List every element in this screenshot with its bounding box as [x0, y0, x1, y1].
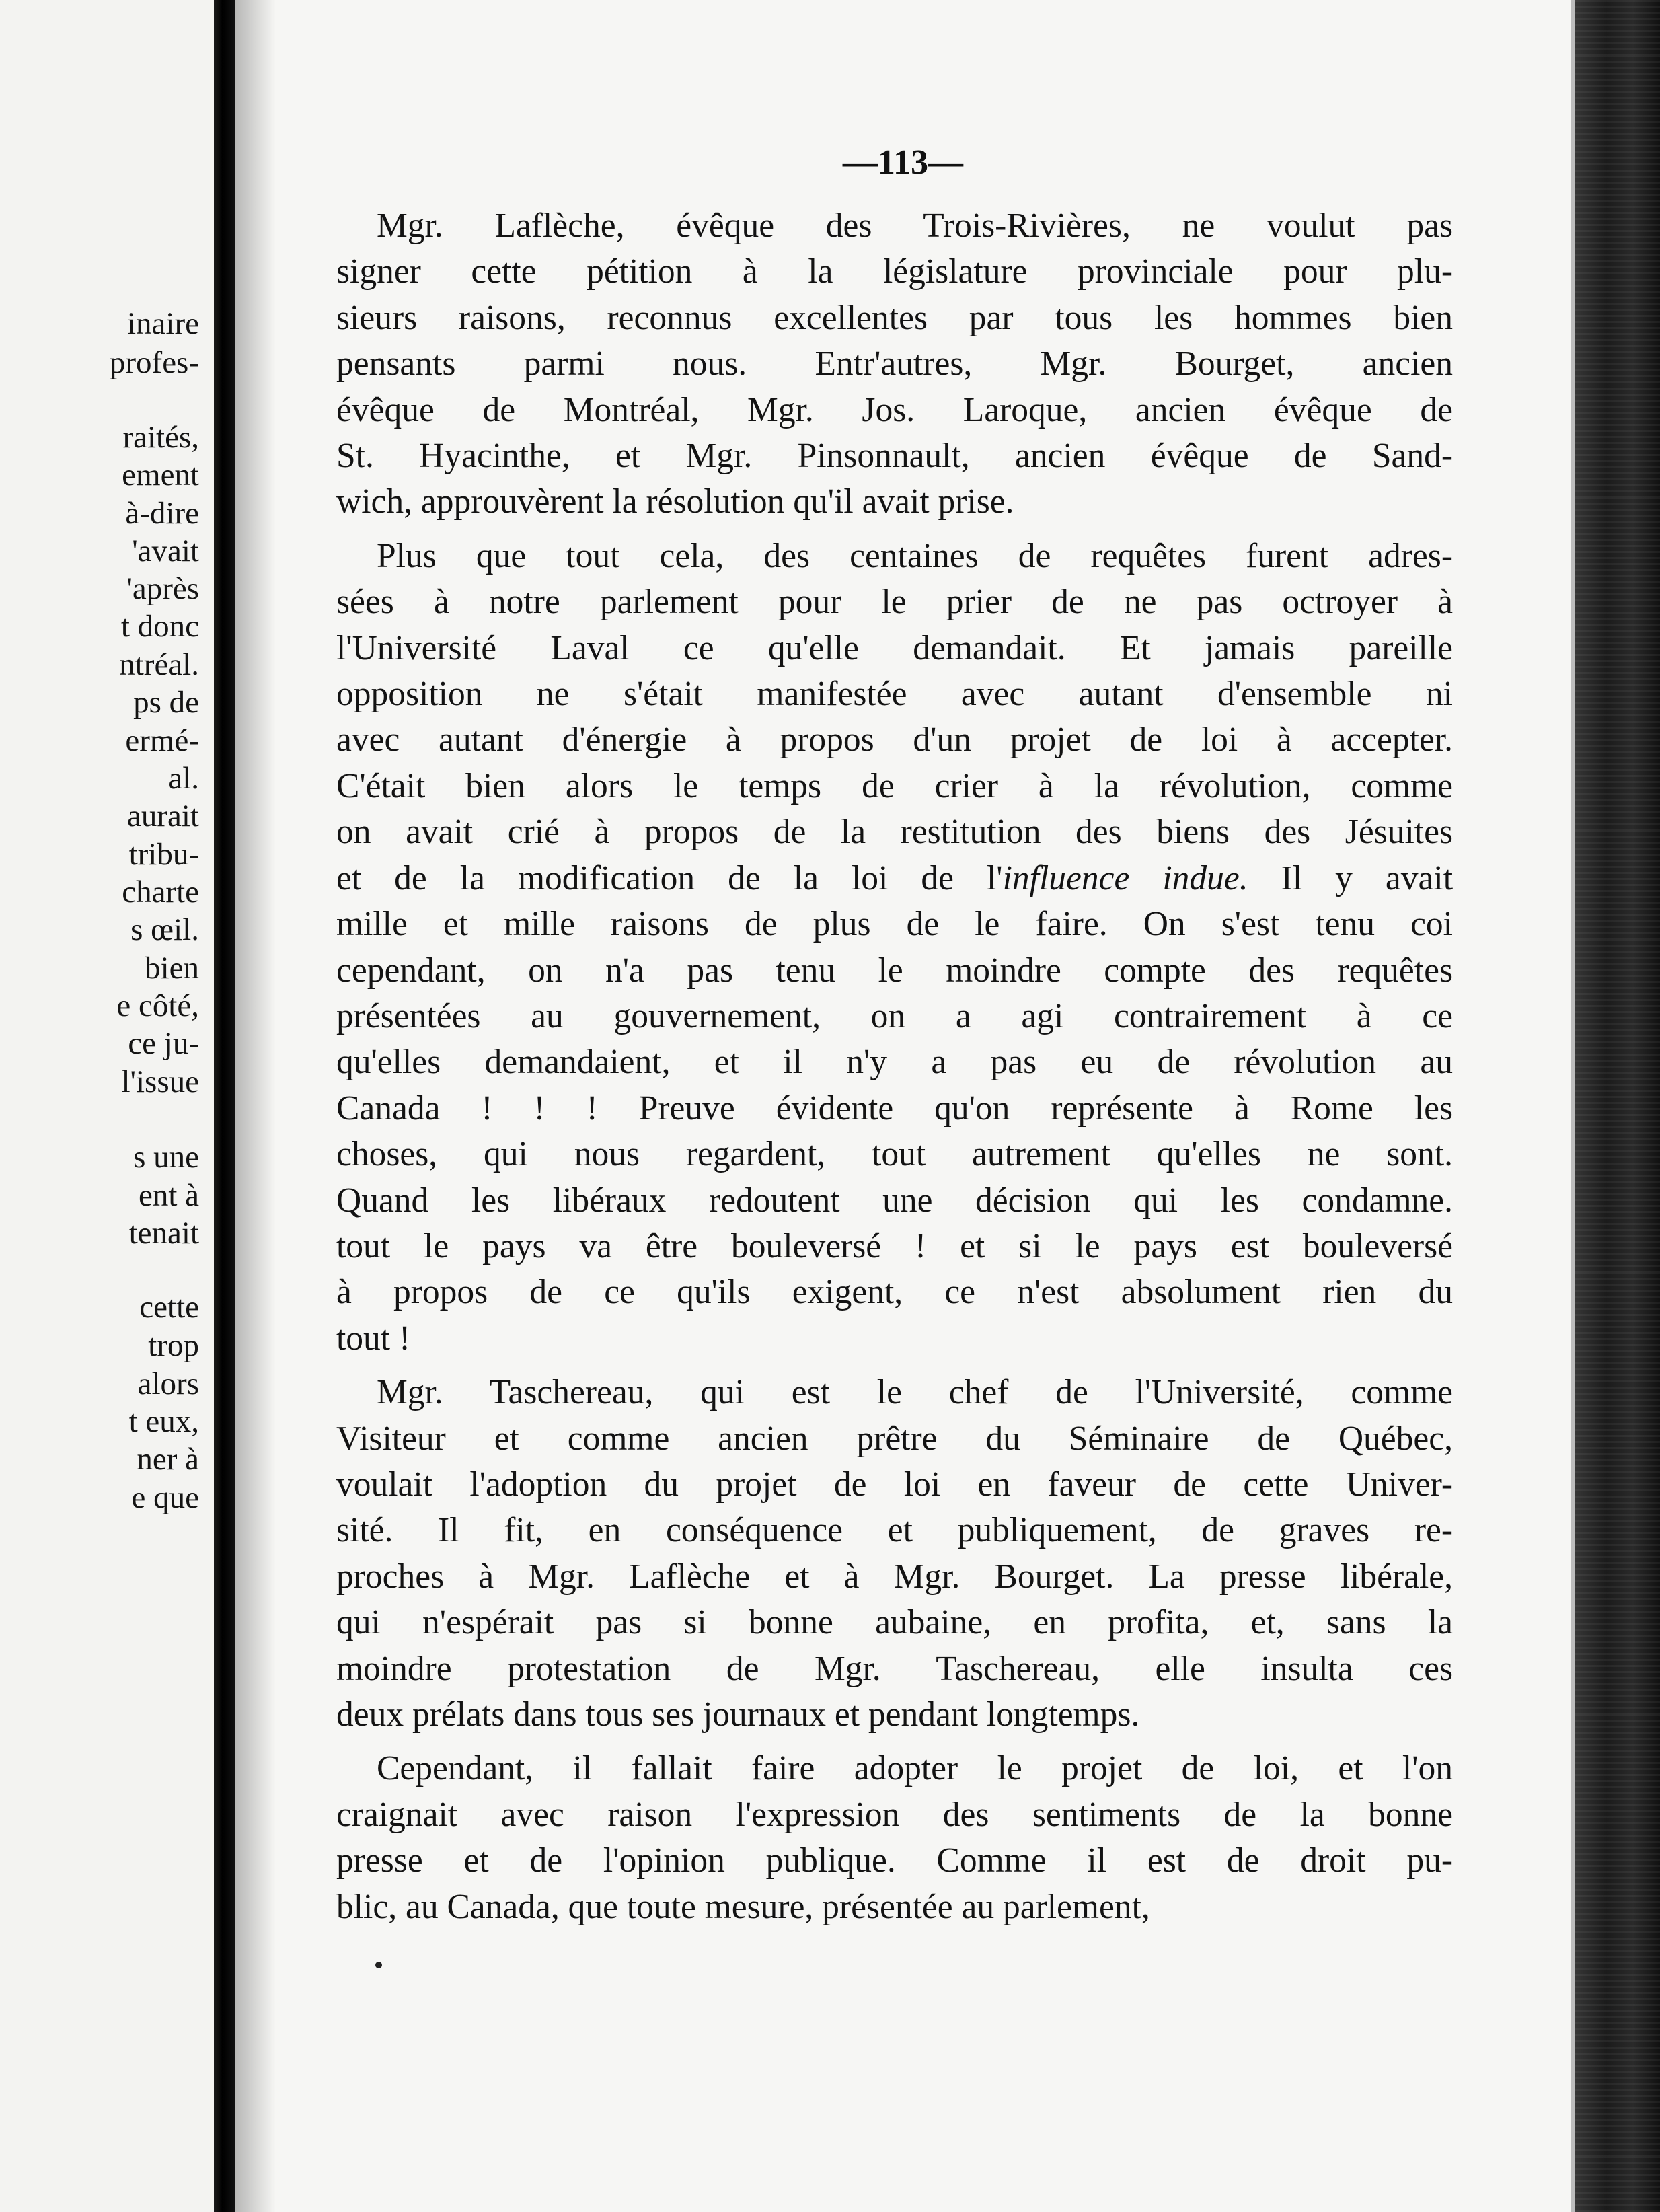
text-line: Canada ! ! ! Preuve évidente qu'on représente à Rome les — [336, 1089, 1453, 1128]
text-line: moindre protestation de Mgr. Taschereau, elle insulta ces — [336, 1649, 1453, 1688]
facing-page-line: aurait — [127, 799, 199, 834]
facing-page-line: 'après — [126, 571, 199, 606]
facing-page-line: profes- — [109, 345, 199, 380]
paragraph — [336, 1370, 1453, 1738]
facing-page-line: cette — [139, 1290, 199, 1325]
facing-page-line: à-dire — [125, 496, 199, 531]
facing-page-line: e que — [131, 1480, 199, 1515]
facing-page-line: ntréal. — [119, 647, 199, 682]
page-edge-shadow — [1571, 0, 1660, 2212]
text-line: à propos de ce qu'ils exigent, ce n'est absolument rien du — [336, 1273, 1453, 1312]
facing-page-line: inaire — [127, 306, 199, 341]
facing-page-line: s une — [133, 1140, 199, 1175]
facing-page-line: ermé- — [125, 723, 199, 758]
text-line: tout ! — [336, 1319, 411, 1358]
text-line: wich, approuvèrent la résolution qu'il avait prise. — [336, 482, 1014, 521]
facing-page-line: ement — [122, 457, 199, 492]
text-line: Plus que tout cela, des centaines de requêtes furent adres- — [377, 536, 1453, 575]
text-line: Mgr. Laflèche, évêque des Trois-Rivières, ne voulut pas — [377, 207, 1453, 245]
text-line: cependant, on n'a pas tenu le moindre compte des requêtes — [336, 951, 1453, 990]
text-line: choses, qui nous regardent, tout autrement qu'elles ne sont. — [336, 1135, 1453, 1174]
text-line: on avait crié à propos de la restitution des biens des Jésuites — [336, 813, 1453, 852]
facing-page-line: tribu- — [128, 837, 199, 872]
text-line: sées à notre parlement pour le prier de ne pas octroyer à — [336, 583, 1453, 622]
facing-page-line: l'issue — [121, 1064, 199, 1099]
facing-page-line: charte — [122, 875, 199, 910]
text-line: et de la modification de la loi de l'influence indue. Il y avait — [336, 858, 1454, 897]
facing-page-line: t donc — [120, 609, 199, 644]
page-body-text — [336, 203, 1453, 1930]
facing-page-fragment — [0, 0, 214, 2212]
italic-phrase: influence indue. — [1002, 858, 1248, 897]
text-line: l'Université Laval ce qu'elle demandait. Et jamais pareille — [336, 628, 1453, 667]
facing-page-line: ce ju- — [128, 1026, 199, 1061]
page-edge-border — [1571, 0, 1575, 2212]
text-line: sieurs raisons, reconnus excellentes par tous les hommes bien — [336, 298, 1453, 337]
text-line: blic, au Canada, que toute mesure, présentée au parlement, — [336, 1887, 1150, 1926]
text-line: pensants parmi nous. Entr'autres, Mgr. Bourget, ancien — [336, 344, 1453, 383]
text-line: voulait l'adoption du projet de loi en faveur de cette Univer- — [336, 1465, 1453, 1504]
text-line: mille et mille raisons de plus de le faire. On s'est tenu coi — [336, 905, 1453, 944]
text-line: présentées au gouvernement, on a agi contrairement à ce — [336, 996, 1453, 1035]
facing-page-text — [0, 0, 214, 2212]
text-line: C'était bien alors le temps de crier à la révolution, comme — [336, 766, 1453, 805]
text-line: signer cette pétition à la législature provinciale pour plu- — [336, 252, 1453, 291]
facing-page-line: al. — [168, 761, 199, 796]
text-line: qui n'espérait pas si bonne aubaine, en profita, et, sans la — [336, 1603, 1453, 1642]
text-line: proches à Mgr. Laflèche et à Mgr. Bourget. La presse libérale, — [336, 1557, 1453, 1596]
text-line: Visiteur et comme ancien prêtre du Séminaire de Québec, — [336, 1419, 1453, 1458]
text-line: qu'elles demandaient, et il n'y a pas eu de révolution au — [336, 1043, 1453, 1082]
facing-page-line: trop — [148, 1328, 199, 1363]
text-line: sité. Il fit, en conséquence et publiquement, de graves re- — [336, 1511, 1453, 1550]
text-line: tout le pays va être bouleversé ! et si le pays est bouleversé — [336, 1226, 1453, 1265]
paragraph — [336, 533, 1453, 1362]
facing-page-line: ner à — [137, 1442, 199, 1477]
print-speck — [375, 1962, 382, 1968]
text-line: craignait avec raison l'expression des sentiments de la bonne — [336, 1795, 1453, 1834]
text-line: Mgr. Taschereau, qui est le chef de l'Université, comme — [377, 1373, 1453, 1412]
text-line: presse et de l'opinion publique. Comme il est de droit pu- — [336, 1841, 1453, 1880]
facing-page-line: raités, — [122, 420, 199, 455]
text-line: deux prélats dans tous ses journaux et pendant longtemps. — [336, 1695, 1140, 1734]
book-page — [235, 0, 1571, 2212]
book-gutter — [214, 0, 235, 2212]
facing-page-line: 'avait — [132, 533, 199, 568]
text-line: évêque de Montréal, Mgr. Jos. Laroque, ancien évêque de — [336, 390, 1453, 429]
text-line: Quand les libéraux redoutent une décision qui les condamne. — [336, 1181, 1453, 1220]
paragraph — [336, 203, 1453, 525]
facing-page-line: ent à — [138, 1178, 199, 1213]
facing-page-line: e côté, — [116, 988, 199, 1023]
facing-page-line: alors — [137, 1366, 199, 1401]
text-line: Cependant, il fallait faire adopter le projet de loi, et l'on — [377, 1749, 1453, 1788]
facing-page-line: bien — [145, 951, 199, 986]
facing-page-line: tenait — [128, 1216, 199, 1251]
text-line: opposition ne s'était manifestée avec autant d'ensemble ni — [336, 675, 1453, 714]
paragraph — [336, 1746, 1453, 1930]
facing-page-line: t eux, — [128, 1404, 199, 1439]
page-number: —113— — [842, 143, 964, 182]
text-line: avec autant d'énergie à propos d'un projet de loi à accepter. — [336, 721, 1453, 760]
text-line: St. Hyacinthe, et Mgr. Pinsonnault, ancien évêque de Sand- — [336, 437, 1453, 476]
facing-page-line: s œil. — [130, 912, 199, 947]
facing-page-line: ps de — [133, 685, 199, 720]
